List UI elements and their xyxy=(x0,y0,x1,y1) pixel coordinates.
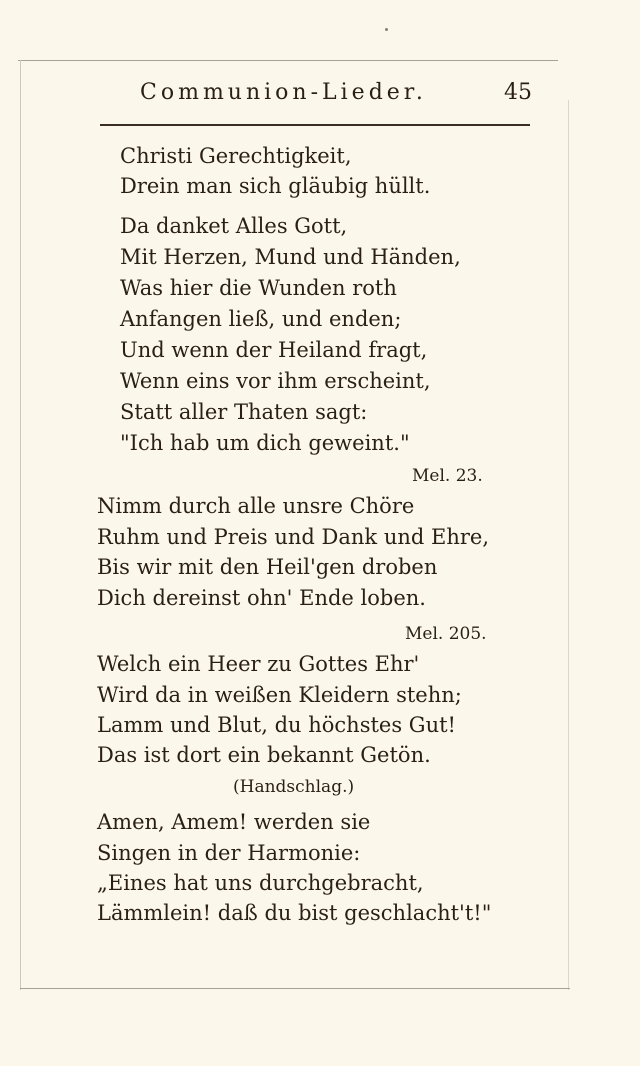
verse-line: Dich dereinst ohn' Ende loben. xyxy=(97,586,426,610)
verse-line: Da danket Alles Gott, xyxy=(120,214,348,238)
verse-line: Drein man sich gläubig hüllt. xyxy=(120,174,431,198)
verse-line: Das ist dort ein bekannt Getön. xyxy=(97,743,431,767)
verse-line: Mit Herzen, Mund und Händen, xyxy=(120,245,461,269)
verse-line: Nimm durch alle unsre Chöre xyxy=(97,494,415,518)
page-number: 45 xyxy=(504,80,532,105)
page-frame-right xyxy=(568,100,569,990)
verse-line: „Eines hat uns durchgebracht, xyxy=(97,871,424,895)
verse-line: Wird da in weißen Kleidern stehn; xyxy=(97,683,462,707)
verse-line: Was hier die Wunden roth xyxy=(120,276,397,300)
verse-line: "Ich hab um dich geweint." xyxy=(120,431,410,455)
melody-reference: Mel. 23. xyxy=(412,466,483,486)
running-head: Communion-Lieder. xyxy=(140,80,427,105)
verse-line: Statt aller Thaten sagt: xyxy=(120,400,368,424)
verse-line: Und wenn der Heiland fragt, xyxy=(120,338,428,362)
melody-reference: Mel. 205. xyxy=(405,624,487,644)
verse-line: Singen in der Harmonie: xyxy=(97,841,361,865)
page-frame-top xyxy=(18,60,558,61)
verse-line: Bis wir mit den Heil'gen droben xyxy=(97,555,438,579)
ink-speck xyxy=(385,28,388,31)
verse-line: Ruhm und Preis und Dank und Ehre, xyxy=(97,525,489,549)
verse-line: Lamm und Blut, du höchstes Gut! xyxy=(97,713,456,737)
header-rule xyxy=(100,124,530,126)
page-frame-left xyxy=(20,60,21,990)
verse-line: Lämmlein! daß du bist geschlacht't!" xyxy=(97,901,492,925)
verse-line: Wenn eins vor ihm erscheint, xyxy=(120,369,431,393)
verse-line: Anfangen ließ, und enden; xyxy=(120,307,402,331)
verse-line: Christi Gerechtigkeit, xyxy=(120,144,352,168)
verse-line: Amen, Amem! werden sie xyxy=(97,810,371,834)
verse-line: Welch ein Heer zu Gottes Ehr' xyxy=(97,652,420,676)
stage-direction: (Handschlag.) xyxy=(233,777,355,797)
page-frame-bottom xyxy=(20,988,570,989)
